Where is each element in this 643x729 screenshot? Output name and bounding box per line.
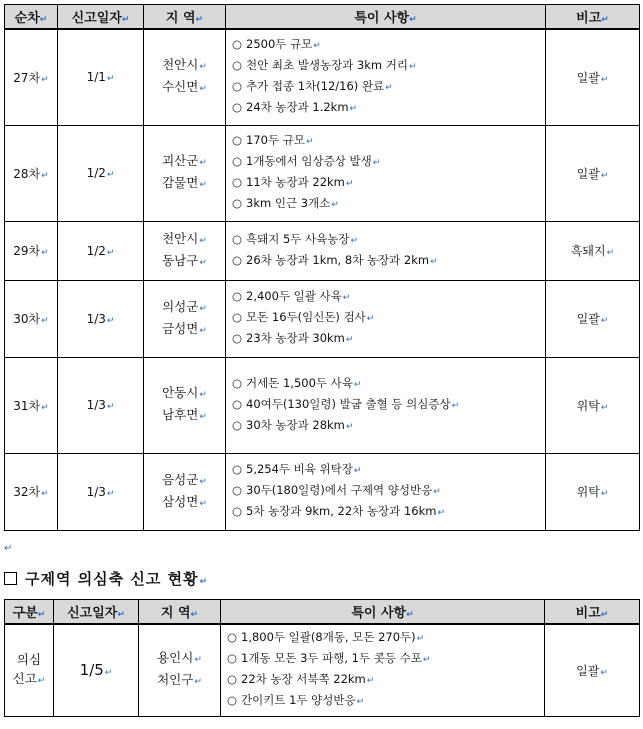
header-remark: 비고↵: [546, 5, 640, 30]
remark-cell: 일괄↵: [546, 280, 640, 357]
seq-cell: 29차↵: [5, 221, 58, 280]
notes-cell: [221, 624, 545, 716]
note-item: ○ 흑돼지 5두 사육농장↵: [232, 231, 359, 246]
date-cell: 1/1↵: [58, 29, 144, 125]
table-row: [5, 29, 640, 125]
notes-cell: [226, 221, 546, 280]
note-item: ○ 1,800두 일괄(8개동, 모돈 270두)↵: [227, 630, 425, 645]
empty-paragraph-mark: ↵: [4, 543, 13, 554]
region-cell: 용인시↵ 처인구↵: [139, 624, 221, 716]
note-item: ○ 30차 농장과 28km↵: [232, 417, 354, 432]
remark-cell: 일괄↵: [546, 29, 640, 125]
note-item: ○ 40여두(130일령) 발굽 출혈 등 의심증상↵: [232, 396, 460, 411]
category-cell: 의심 신고↵: [5, 624, 54, 716]
table-row: [5, 125, 640, 221]
notes-cell: [226, 125, 546, 221]
note-item: ○ 22차 농장 서북쪽 22km↵: [227, 672, 375, 687]
note-item: ○ 천안 최초 발생농장과 3km 거리↵: [232, 58, 417, 73]
note-item: ○ 추가 접종 1차(12/16) 완료↵: [232, 79, 393, 94]
header-date: 신고일자↵: [58, 5, 144, 30]
date-cell: 1/5↵: [54, 624, 139, 716]
note-item: ○ 26차 농장과 1km, 8차 농장과 2km↵: [232, 252, 438, 267]
note-item: ○ 3km 인근 3개소↵: [232, 196, 339, 210]
header-region: 지 역↵: [144, 5, 226, 30]
header-notes: 특이 사항↵: [221, 600, 545, 625]
notes-cell: [226, 357, 546, 453]
table-row: [5, 280, 640, 357]
remark-cell: 흑돼지↵: [546, 221, 640, 280]
checkbox-square-icon: [4, 572, 17, 585]
region-cell: 괴산군↵ 감물면↵: [144, 125, 226, 221]
region-cell: 천안시↵ 동남구↵: [144, 221, 226, 280]
note-item: ○ 모돈 16두(임신돈) 검사↵: [232, 310, 375, 324]
region-cell: 안동시↵ 남후면↵: [144, 357, 226, 453]
date-cell: 1/2↵: [58, 125, 144, 221]
header-notes: 특이 사항↵: [226, 5, 546, 30]
seq-cell: 30차↵: [5, 280, 58, 357]
date-cell: 1/3↵: [58, 280, 144, 357]
remark-cell: 일괄↵: [545, 624, 640, 716]
seq-cell: 27차↵: [5, 29, 58, 125]
note-item: ○ 거세돈 1,500두 사육↵: [232, 375, 362, 390]
region-cell: 음성군↵ 삼성면↵: [144, 453, 226, 530]
table-row: [5, 453, 640, 530]
section-title: 구제역 의심축 신고 현황↵: [4, 568, 208, 589]
header-date: 신고일자↵: [54, 600, 139, 625]
remark-cell: 일괄↵: [546, 125, 640, 221]
date-cell: 1/3↵: [58, 357, 144, 453]
note-item: ○ 2500두 규모↵: [232, 37, 321, 52]
fmd-outbreak-table: [4, 4, 640, 531]
region-cell: 천안시↵ 수신면↵: [144, 29, 226, 125]
notes-cell: [226, 280, 546, 357]
notes-cell: [226, 29, 546, 125]
note-item: ○ 30두(180일령)에서 구제역 양성반응↵: [232, 483, 441, 497]
table-header-row: [5, 600, 640, 625]
note-item: ○ 1개동에서 임상증상 발생↵: [232, 154, 381, 168]
note-item: ○ 11차 농장과 22km↵: [232, 175, 354, 189]
header-category: 구분↵: [5, 600, 54, 625]
note-item: ○ 23차 농장과 30km↵: [232, 331, 354, 345]
note-item: ○ 5,254두 비육 위탁장↵: [232, 462, 362, 476]
seq-cell: 31차↵: [5, 357, 58, 453]
remark-cell: 위탁↵: [546, 453, 640, 530]
note-item: ○ 5차 농장과 9km, 22차 농장과 16km↵: [232, 504, 445, 518]
date-cell: 1/2↵: [58, 221, 144, 280]
seq-cell: 32차↵: [5, 453, 58, 530]
header-seq: 순차↵: [5, 5, 58, 30]
table-row: [5, 221, 640, 280]
seq-cell: 28차↵: [5, 125, 58, 221]
header-remark: 비고↵: [545, 600, 640, 625]
remark-cell: 위탁↵: [546, 357, 640, 453]
table-header-row: [5, 5, 640, 30]
note-item: ○ 2,400두 일괄 사육↵: [232, 289, 351, 303]
notes-cell: [226, 453, 546, 530]
note-item: ○ 170두 규모↵: [232, 133, 314, 147]
date-cell: 1/3↵: [58, 453, 144, 530]
table-row: [5, 357, 640, 453]
header-region: 지 역↵: [139, 600, 221, 625]
table-row: [5, 624, 640, 716]
region-cell: 의성군↵ 금성면↵: [144, 280, 226, 357]
suspected-case-table: [4, 599, 640, 717]
note-item: ○ 간이키트 1두 양성반응↵: [227, 693, 365, 708]
note-item: ○ 1개동 모돈 3두 파행, 1두 콧등 수포↵: [227, 651, 431, 666]
note-item: ○ 24차 농장과 1.2km↵: [232, 100, 358, 115]
